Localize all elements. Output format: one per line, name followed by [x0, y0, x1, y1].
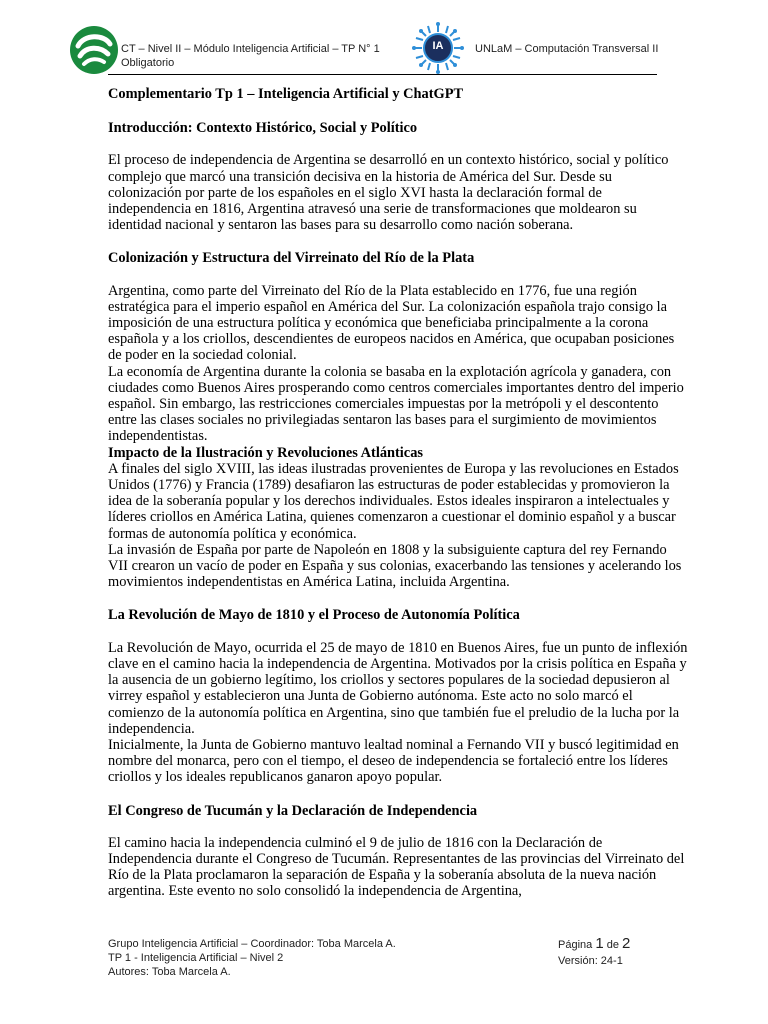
section-heading-revolucion-mayo: La Revolución de Mayo de 1810 y el Proceso de Autonomía Política [108, 607, 520, 624]
section-heading-colonizacion: Colonización y Estructura del Virreinato del Río de la Plata [108, 250, 475, 267]
paragraph: La invasión de España por parte de Napoleón en 1808 y la subsiguiente captura del rey Fernando VII crearon un vacío de poder en España y sus colonias, exacerbando las tensiones y acelerando los movimientos independentistas en América Latina, incluida Argentina. [108, 541, 682, 591]
page-total: 2 [622, 935, 631, 952]
page-word: Página [558, 939, 593, 951]
section-heading-congreso-tucuman: El Congreso de Tucumán y la Declaración de Independencia [108, 802, 478, 819]
paragraph: La economía de Argentina durante la colonia se basaba en la explotación agrícola y ganadera, con ciudades como Buenos Aires prosperando como centros comerciales importantes dentro del imperio español. Sin embargo, las restricciones comerciales impuestas por la metrópoli y el descontento entre las clases sociales no privilegiadas sentaron las bases para el surgimiento de movimientos independentistas. [108, 363, 684, 445]
page-current: 1 [595, 935, 604, 952]
paragraph: Inicialmente, la Junta de Gobierno mantuvo lealtad nominal a Fernando VII y buscó legitimidad en nombre del monarca, pero con el tiempo, el deseo de independencia se fortaleció entre los líderes criollos y los ideales republicanos ganaron apoyo popular. [108, 736, 679, 786]
unlam-logo [68, 24, 120, 76]
paragraph: El camino hacia la independencia culminó el 9 de julio de 1816 con la Declaración de Independencia durante el Congreso de Tucumán. Representantes de las provincias del Virreinato del Río de la Plata proclamaron la separación de España y la soberanía absoluta de la nueva nación argentina. Este evento no solo consolidó la independencia de Argentina, [108, 834, 685, 900]
page-of: de [606, 939, 619, 951]
section-heading-ilustracion: Impacto de la Ilustración y Revoluciones Atlánticas [108, 444, 423, 461]
page-number [558, 937, 630, 952]
document-body [108, 86, 688, 900]
paragraph: A finales del siglo XVIII, las ideas ilustradas provenientes de Europa y las revoluciones en Estados Unidos (1776) y Francia (1789) desafiaron las estructuras de poder establecidas y promovieron la idea de la soberanía popular y los derechos individuales. Estos ideales inspiraron a intelectuales y líderes criollos en América Latina, quienes comenzaron a cuestionar el dominio español y a buscar formas de autonomía política y económica. [108, 460, 679, 542]
header-divider [108, 74, 657, 75]
document-title: Complementario Tp 1 – Inteligencia Artificial y ChatGPT [108, 86, 464, 102]
footer-authors-line: Autores: Toba Marcela A. [108, 966, 231, 978]
header-course-title: CT – Nivel II – Módulo Inteligencia Artificial – TP N° 1 Obligatorio [121, 43, 380, 69]
footer-credits [108, 937, 396, 979]
paragraph: El proceso de independencia de Argentina se desarrolló en un contexto histórico, social y político complejo que marcó una transición decisiva en la historia de América del Sur. Desde su colonización por parte de los españoles en el siglo XVI hasta la declaración formal de independencia en 1816, Argentina atravesó una serie de transformaciones que moldearon su identidad nacional y sentaron las bases para su desarrollo como nación soberana. [108, 152, 669, 234]
header-institution: UNLaM – Computación Transversal II [475, 43, 659, 55]
footer-tp-line: TP 1 - Inteligencia Artificial – Nivel 2 [108, 952, 284, 964]
ia-badge-label: IA [432, 40, 444, 52]
paragraph: La Revolución de Mayo, ocurrida el 25 de mayo de 1810 en Buenos Aires, fue un punto de inflexión clave en el camino hacia la independencia de Argentina. Motivados por la crisis política en España y la ausencia de un gobierno legítimo, los criollos y sectores populares de la sociedad depusieron al virrey español y establecieron una Junta de Gobierno autónoma. Este acto no solo marcó el comienzo de la autonomía política en Argentina, sino que también fue el preludio de la lucha por la independencia. [108, 639, 688, 737]
footer-group-line: Grupo Inteligencia Artificial – Coordinador: Toba Marcela A. [108, 938, 396, 950]
footer-page-info [558, 937, 630, 968]
version-label: Versión: 24-1 [558, 955, 623, 967]
section-heading-intro: Introducción: Contexto Histórico, Social y Político [108, 120, 418, 137]
paragraph: Argentina, como parte del Virreinato del Río de la Plata establecido en 1776, fue una región estratégica para el imperio español en América del Sur. La colonización española trajo consigo la imposición de una estructura política y económica que beneficiaba principalmente a la corona española y a los criollos, descendientes de europeos nacidos en América, que ocupaban posiciones de poder en la sociedad colonial. [108, 282, 675, 364]
